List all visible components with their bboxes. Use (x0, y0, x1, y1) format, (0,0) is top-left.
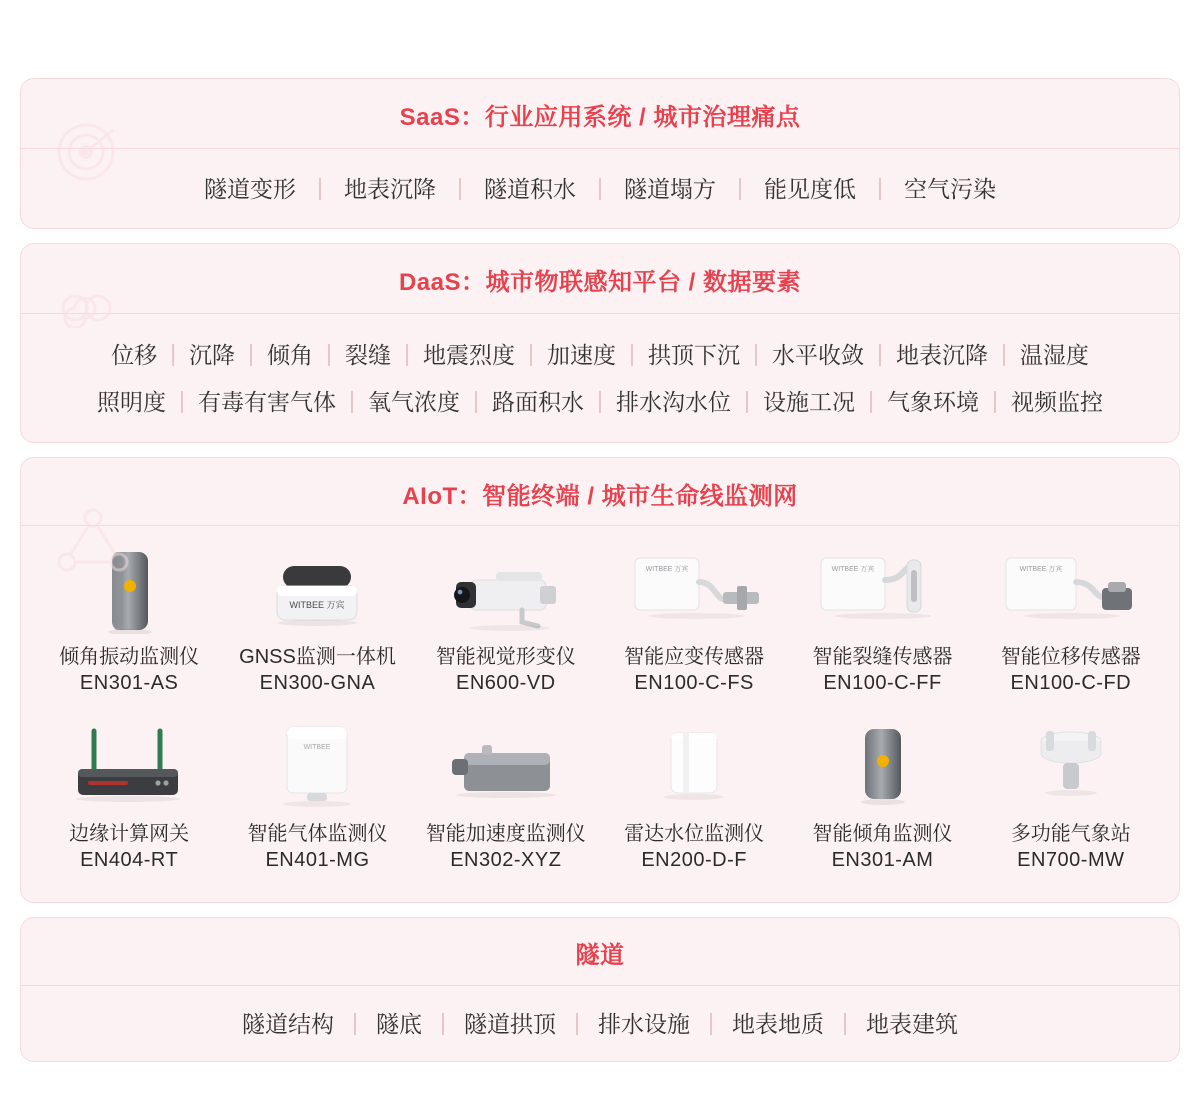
separator: | (317, 174, 324, 200)
device-model: EN302-XYZ (450, 849, 562, 871)
aiot-device-grid (21, 526, 1179, 902)
device-model: EN301-AS (79, 672, 179, 694)
daas-item: 氧气浓度 (368, 389, 461, 415)
aiot-title-text: 智能终端 / 城市生命线监测网 (482, 483, 798, 510)
device-name: 智能加速度监测仪 (425, 823, 586, 845)
vision-camera-icon (436, 542, 576, 634)
daas-item: 地表沉降 (895, 342, 988, 368)
daas-title-text: 城市物联感知平台 / 数据要素 (485, 269, 802, 296)
separator: | (628, 340, 635, 366)
daas-item-row-2 (29, 377, 1171, 424)
tunnel-item-row (21, 986, 1179, 1061)
saas-title-text: 行业应用系统 / 城市治理痛点 (484, 104, 801, 131)
saas-item-row (21, 149, 1179, 228)
gas-monitor-icon (257, 719, 377, 811)
separator: | (743, 387, 750, 413)
separator: | (473, 387, 479, 413)
daas-item: 有毒有害气体 (198, 389, 337, 415)
device-model: EN301-AM (831, 849, 934, 871)
separator: | (248, 340, 255, 366)
edge-gateway-icon (54, 719, 204, 811)
separator: | (349, 387, 356, 413)
separator: | (179, 387, 186, 413)
crack-sensor-icon (807, 542, 957, 634)
separator: | (404, 340, 410, 366)
daas-item: 地震烈度 (423, 342, 515, 368)
separator: | (528, 340, 534, 366)
device-card[interactable] (600, 536, 788, 707)
daas-item-rows (21, 314, 1179, 442)
saas-item: 隧道积水 (484, 176, 576, 202)
radar-water-level-icon (639, 719, 749, 811)
daas-item: 气象环境 (886, 389, 979, 415)
saas-panel (20, 78, 1180, 229)
saas-item: 地表沉降 (344, 176, 437, 202)
separator: | (326, 340, 333, 366)
device-card[interactable] (223, 536, 411, 707)
daas-item: 裂缝 (345, 342, 392, 368)
separator: | (440, 1009, 446, 1035)
saas-title-prefix: SaaS： (399, 104, 485, 131)
daas-title (21, 244, 1179, 313)
accelerometer-icon (436, 719, 576, 811)
displacement-sensor-icon (996, 542, 1146, 634)
tunnel-item: 排水设施 (597, 1011, 690, 1037)
daas-item: 倾角 (267, 342, 314, 368)
separator: | (707, 1009, 714, 1035)
device-card[interactable] (412, 536, 600, 707)
saas-item: 能见度低 (763, 176, 856, 202)
svg-text:WITBEE 万宾: WITBEE 万宾 (289, 600, 345, 610)
device-card[interactable] (35, 713, 223, 884)
device-model: EN700-MW (1017, 849, 1125, 871)
separator: | (1000, 340, 1007, 366)
svg-text:WITBEE 万宾: WITBEE 万宾 (832, 566, 875, 573)
daas-item: 沉降 (189, 342, 236, 368)
device-name: 智能应变传感器 (624, 646, 765, 668)
device-model: EN404-RT (80, 849, 179, 871)
separator: | (876, 340, 883, 366)
device-card[interactable] (977, 713, 1165, 884)
strain-sensor-icon (619, 542, 769, 634)
separator: | (457, 174, 463, 200)
device-name: 智能倾角监测仪 (812, 823, 953, 845)
daas-panel (20, 243, 1180, 443)
daas-title-prefix: DaaS： (398, 269, 486, 296)
separator: | (841, 1009, 848, 1035)
separator: | (170, 340, 177, 366)
separator: | (597, 387, 603, 413)
device-card[interactable] (412, 713, 600, 884)
separator: | (752, 340, 759, 366)
daas-item: 水平收敛 (771, 342, 864, 368)
device-card[interactable] (223, 713, 411, 884)
separator: | (352, 1009, 359, 1035)
device-model: EN100-C-FF (823, 672, 942, 694)
tunnel-panel (20, 917, 1180, 1062)
device-model: EN300-GNA (259, 672, 376, 694)
separator: | (867, 387, 874, 413)
daas-item: 位移 (111, 342, 158, 368)
daas-item: 温湿度 (1019, 342, 1089, 368)
daas-item: 照明度 (97, 389, 167, 415)
gnss-receiver-icon (257, 542, 377, 634)
device-card[interactable] (35, 536, 223, 707)
device-name: 雷达水位监测仪 (624, 823, 765, 845)
device-card[interactable] (788, 536, 976, 707)
device-model: EN600-VD (456, 672, 556, 694)
daas-item: 加速度 (546, 342, 616, 368)
tilt-vibration-sensor-icon (94, 542, 164, 634)
device-card[interactable] (788, 713, 976, 884)
saas-item: 隧道塌方 (623, 176, 716, 202)
saas-item: 空气污染 (903, 176, 996, 202)
device-name: 智能裂缝传感器 (812, 646, 953, 668)
device-name: GNSS监测一体机 (239, 646, 396, 668)
aiot-title-prefix: AIoT： (402, 483, 483, 510)
separator: | (574, 1009, 580, 1035)
daas-item: 拱顶下沉 (647, 342, 740, 368)
tunnel-title: 隧道 (575, 942, 625, 969)
daas-item: 视频监控 (1010, 389, 1103, 415)
tunnel-item: 地表建筑 (865, 1011, 958, 1037)
tunnel-item: 隧道结构 (242, 1011, 335, 1037)
device-name: 智能气体监测仪 (247, 823, 388, 845)
weather-station-icon (1016, 719, 1126, 811)
tilt-monitor-icon (847, 719, 917, 811)
device-name: 倾角振动监测仪 (59, 646, 200, 668)
svg-text:WITBEE 万宾: WITBEE 万宾 (1019, 566, 1063, 573)
daas-item-row-1 (29, 330, 1171, 377)
svg-text:WITBEE: WITBEE (304, 744, 331, 751)
saas-item: 隧道变形 (204, 176, 297, 202)
saas-title (21, 79, 1179, 148)
separator: | (597, 174, 603, 200)
separator: | (876, 174, 883, 200)
device-card[interactable] (977, 536, 1165, 707)
daas-item: 排水沟水位 (615, 389, 731, 415)
aiot-panel (20, 457, 1180, 903)
device-name: 边缘计算网关 (69, 823, 190, 845)
device-name: 智能位移传感器 (1000, 646, 1141, 668)
device-model: EN401-MG (265, 849, 370, 871)
separator: | (991, 387, 998, 413)
separator: | (736, 174, 743, 200)
aiot-title (21, 458, 1179, 525)
tunnel-item: 隧道拱顶 (464, 1011, 556, 1037)
device-model: EN100-C-FD (1010, 672, 1132, 694)
device-name: 多功能气象站 (1010, 823, 1131, 845)
daas-item: 路面积水 (492, 389, 584, 415)
tunnel-item: 地表地质 (731, 1011, 824, 1037)
device-name: 智能视觉形变仪 (435, 646, 576, 668)
tunnel-item: 隧底 (376, 1011, 423, 1037)
daas-item: 设施工况 (762, 389, 855, 415)
device-model: EN200-D-F (641, 849, 747, 871)
svg-text:WITBEE 万宾: WITBEE 万宾 (645, 566, 689, 573)
device-model: EN100-C-FS (634, 672, 754, 694)
device-card[interactable] (600, 713, 788, 884)
